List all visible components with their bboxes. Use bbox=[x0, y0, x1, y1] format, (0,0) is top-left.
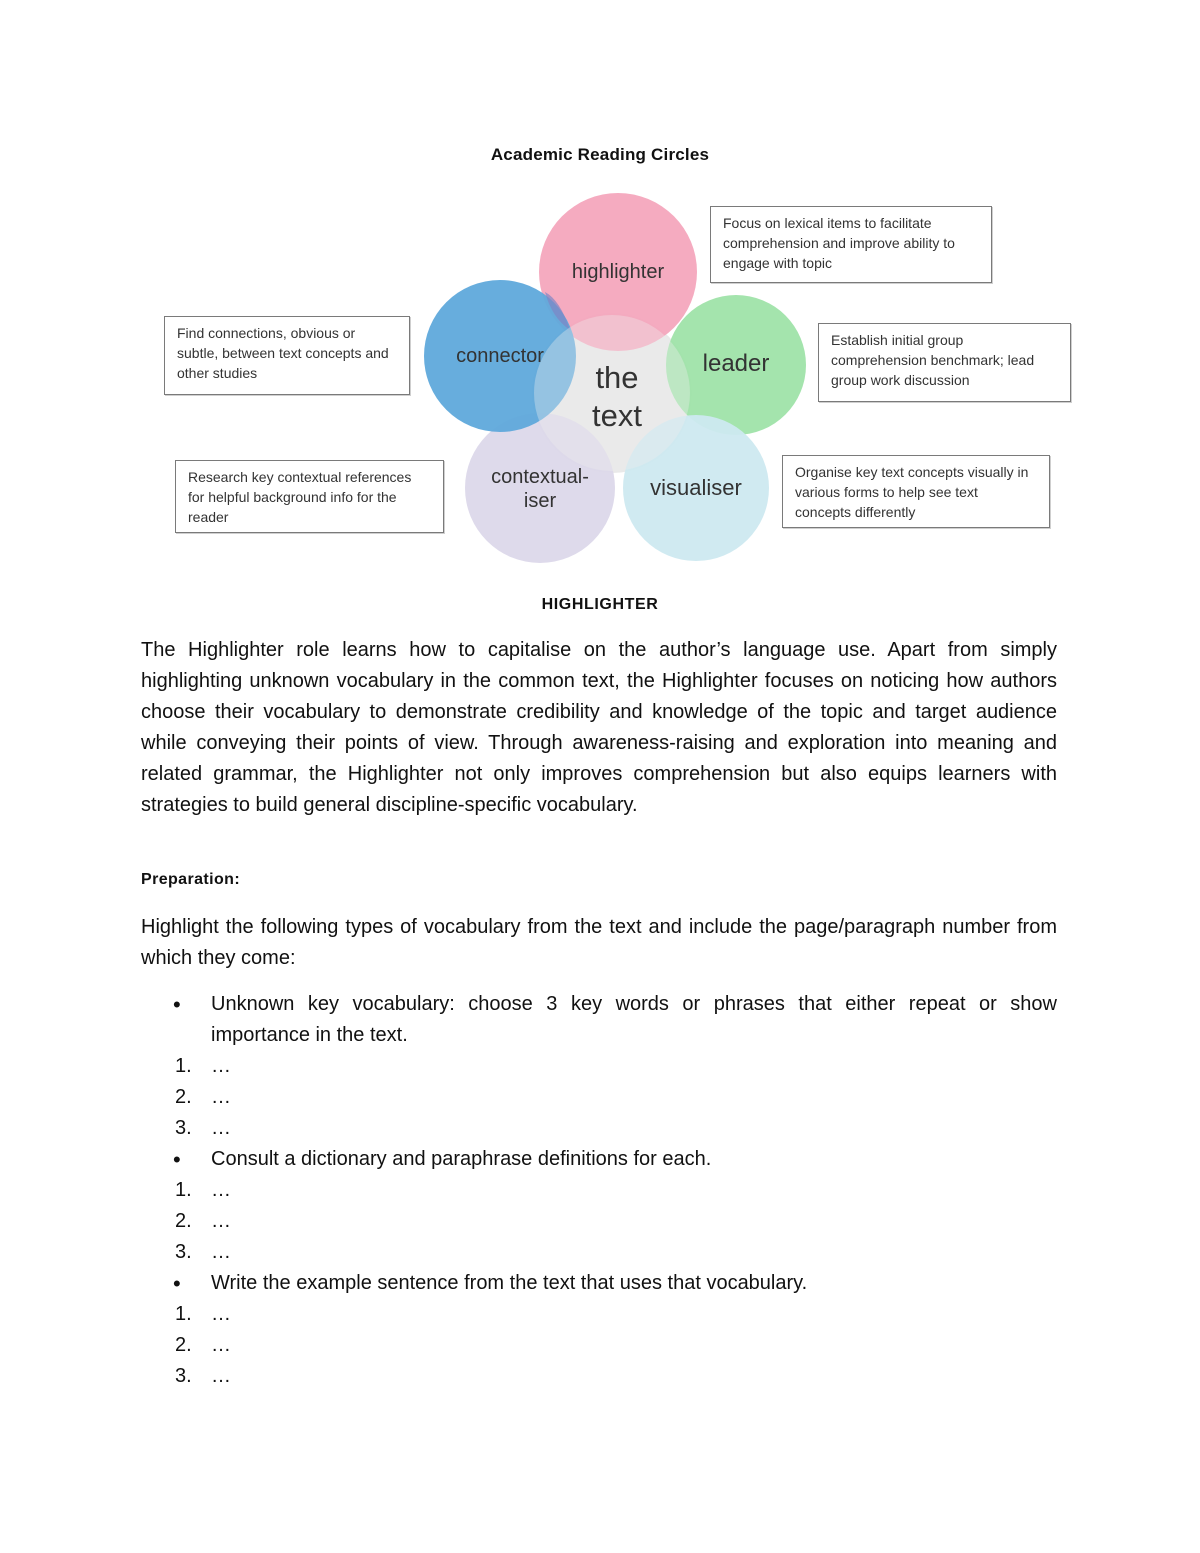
item-placeholder: … bbox=[211, 1365, 231, 1387]
task-item bbox=[141, 1268, 1057, 1299]
item-placeholder: … bbox=[211, 1086, 231, 1108]
item-number: 2. bbox=[175, 1210, 192, 1232]
item-placeholder: … bbox=[211, 1117, 231, 1139]
page-title: Academic Reading Circles bbox=[490, 145, 710, 164]
numbered-item bbox=[141, 1237, 1057, 1268]
task-text: Unknown key vocabulary: choose 3 key words or phrases that either repeat or show importance in the text. bbox=[211, 993, 1057, 1046]
preparation-text: Highlight the following types of vocabulary from the text and include the page/paragraph number from which they come: bbox=[141, 916, 1057, 969]
desc-connector: Find connections, obvious or subtle, between text concepts and other studies bbox=[164, 316, 410, 395]
item-placeholder: … bbox=[211, 1210, 231, 1232]
item-number: 2. bbox=[175, 1334, 192, 1356]
numbered-item bbox=[141, 1082, 1057, 1113]
item-placeholder: … bbox=[211, 1303, 231, 1325]
item-placeholder: … bbox=[211, 1241, 231, 1263]
item-placeholder: … bbox=[211, 1334, 231, 1356]
label-highlighter: highlighter bbox=[571, 261, 665, 283]
label-center-the: the bbox=[595, 360, 639, 395]
label-center-text: text bbox=[592, 398, 642, 433]
numbered-item bbox=[141, 1330, 1057, 1361]
reading-circles-diagram bbox=[0, 0, 1200, 600]
numbered-item bbox=[141, 1175, 1057, 1206]
task-item bbox=[141, 989, 1057, 1051]
item-number: 1. bbox=[175, 1055, 192, 1077]
numbered-item bbox=[141, 1299, 1057, 1330]
desc-leader: Establish initial group comprehension benchmark; lead group work discussion bbox=[818, 323, 1071, 402]
desc-contextualiser: Research key contextual references for helpful background info for the reader bbox=[175, 460, 444, 533]
item-placeholder: … bbox=[211, 1179, 231, 1201]
numbered-item bbox=[141, 1051, 1057, 1082]
label-contextualiser: contextual- iser bbox=[491, 466, 589, 512]
task-text: Consult a dictionary and paraphrase definitions for each. bbox=[211, 1148, 712, 1170]
preparation-label: Preparation: bbox=[141, 871, 241, 888]
item-number: 2. bbox=[175, 1086, 192, 1108]
item-number: 1. bbox=[175, 1303, 192, 1325]
item-number: 3. bbox=[175, 1365, 192, 1387]
label-connector: connector bbox=[456, 345, 544, 367]
section-heading: HIGHLIGHTER bbox=[541, 596, 659, 613]
item-number: 3. bbox=[175, 1117, 192, 1139]
task-text: Write the example sentence from the text that uses that vocabulary. bbox=[211, 1272, 808, 1294]
item-number: 3. bbox=[175, 1241, 192, 1263]
desc-highlighter: Focus on lexical items to facilitate comprehension and improve ability to engage with topic bbox=[710, 206, 992, 283]
label-leader: leader bbox=[702, 350, 770, 377]
numbered-item bbox=[141, 1113, 1057, 1144]
intro-paragraph: The Highlighter role learns how to capitalise on the author’s language use. Apart from simply highlighting unknown vocabulary in the common text, the Highlighter focuses on noticing how authors choose their vocabulary to demonstrate credibility and knowledge of the topic and target audience while conveying their points of view. Through awareness-raising and exploration into meaning and related grammar, the Highlighter not only improves comprehension but also equips learners with strategies to build general discipline-specific vocabulary. bbox=[141, 639, 1057, 816]
item-number: 1. bbox=[175, 1179, 192, 1201]
label-visualiser: visualiser bbox=[650, 475, 742, 500]
desc-visualiser: Organise key text concepts visually in various forms to help see text concepts differently bbox=[782, 455, 1050, 528]
task-list bbox=[141, 989, 1057, 1392]
numbered-item bbox=[141, 1361, 1057, 1392]
item-placeholder: … bbox=[211, 1055, 231, 1077]
numbered-item bbox=[141, 1206, 1057, 1237]
task-item bbox=[141, 1144, 1057, 1175]
